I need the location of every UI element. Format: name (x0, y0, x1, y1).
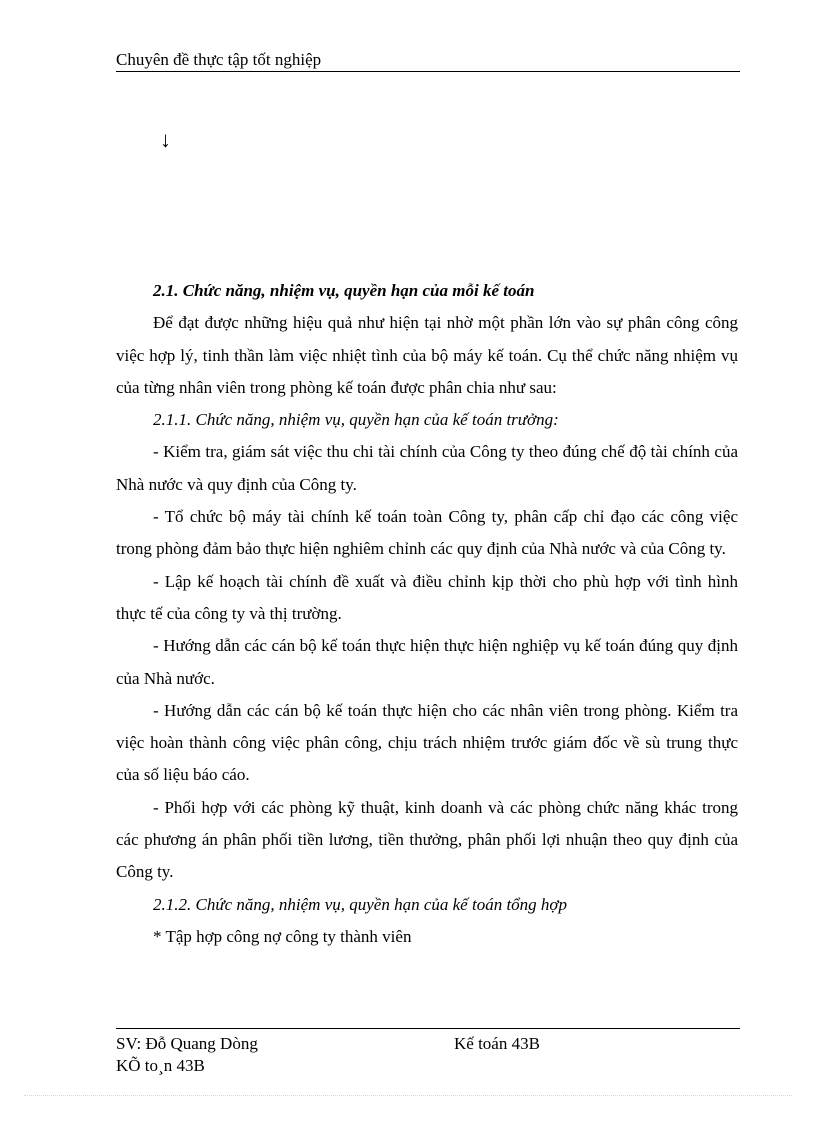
intro-paragraph: Để đạt được những hiệu quả như hiện tại nhờ một phần lớn vào sự phân công công việc hợp lý, tinh thần làm việc nhiệt tình của bộ máy kế toán. Cụ thể chức năng nhiệm vụ của từng nhân viên trong phòng kế toán được phân chia như sau: (116, 313, 738, 397)
page-edge-divider (24, 1095, 792, 1096)
subsection-heading-1: 2.1.1. Chức năng, nhiệm vụ, quyền hạn của kế toán trưởng: (153, 410, 559, 430)
document-body (116, 275, 738, 953)
list-item: - Phối hợp với các phòng kỹ thuật, kinh doanh và các phòng chức năng khác trong các phương án phân phối tiền lương, tiền thưởng, phân phối lợi nhuận theo quy định của Công ty. (116, 797, 738, 882)
arrow-down-icon: ↓ (160, 127, 171, 152)
list-item: - Lập kế hoạch tài chính đề xuất và điều chỉnh kịp thời cho phù hợp với tình hình thực tế của công ty và thị trường. (116, 571, 738, 623)
footer-class-garbled: KÕ to¸n 43B (116, 1056, 205, 1075)
footer-divider (116, 1028, 740, 1029)
section-heading: 2.1. Chức năng, nhiệm vụ, quyền hạn của mỗi kế toán (153, 281, 535, 300)
list-item: - Hướng dẫn các cán bộ kế toán thực hiện thực hiện nghiệp vụ kế toán đúng quy định của Nhà nước. (116, 636, 738, 688)
header-title: Chuyên đề thực tập tốt nghiệp (116, 50, 322, 69)
subsection-heading-2: 2.1.2. Chức năng, nhiệm vụ, quyền hạn của kế toán tổng hợp (153, 894, 567, 914)
list-item: - Tổ chức bộ máy tài chính kế toán toàn Công ty, phân cấp chỉ đạo các công việc trong phòng đảm bảo thực hiện nghiêm chỉnh các quy định của Nhà nước và của Công ty. (116, 507, 738, 559)
page-footer (116, 1033, 740, 1077)
list-item: - Hướng dẫn các cán bộ kế toán thực hiện cho các nhân viên trong phòng. Kiểm tra việc hoàn thành công việc phân công, chịu trách nhiệm trước giám đốc về sù trung thực của số liệu báo cáo. (116, 700, 738, 785)
list-item: - Kiểm tra, giám sát việc thu chi tài chính của Công ty theo đúng chế độ tài chính của Nhà nước và quy định của Công ty. (116, 442, 738, 494)
footer-class: Kế toán 43B (454, 1034, 540, 1053)
list-item: * Tập hợp công nợ công ty thành viên (153, 926, 412, 946)
footer-student: SV: Đỗ Quang Dòng (116, 1034, 258, 1053)
page-header (116, 50, 740, 72)
